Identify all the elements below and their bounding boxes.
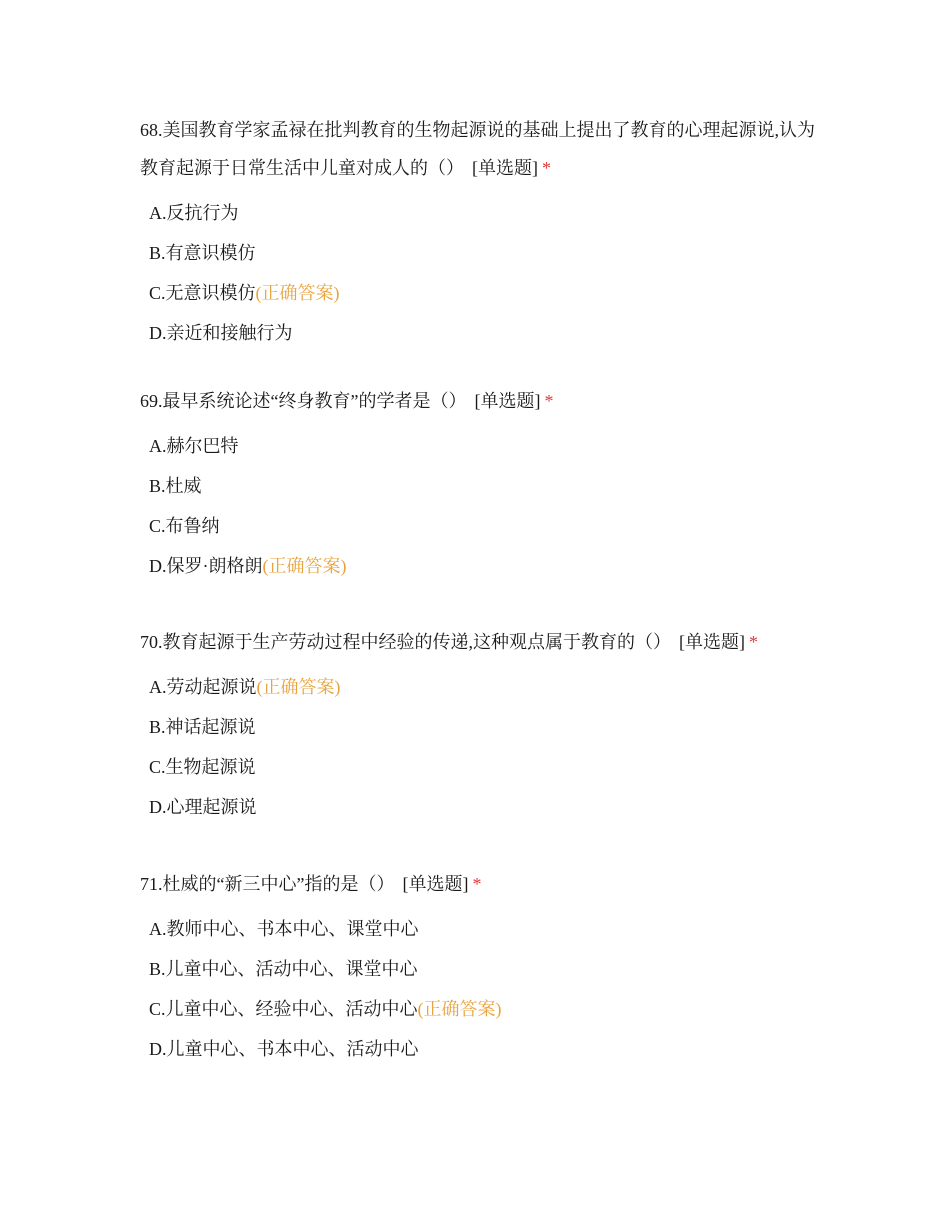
option-text: B.儿童中心、活动中心、课堂中心 bbox=[149, 959, 418, 979]
option-c bbox=[140, 273, 820, 313]
required-marker: * bbox=[542, 158, 551, 178]
option-text: C.儿童中心、经验中心、活动中心 bbox=[149, 999, 418, 1019]
option-d bbox=[140, 1029, 820, 1069]
option-b bbox=[140, 949, 820, 989]
correct-answer-mark: (正确答案) bbox=[256, 677, 341, 697]
question-71 bbox=[140, 865, 820, 1069]
option-b bbox=[140, 233, 820, 273]
option-c bbox=[140, 747, 820, 787]
option-text: D.亲近和接触行为 bbox=[149, 323, 293, 343]
question-type-label: [单选题] bbox=[402, 874, 469, 894]
option-a bbox=[140, 909, 820, 949]
option-text: C.无意识模仿 bbox=[149, 283, 256, 303]
option-c bbox=[140, 989, 820, 1029]
option-d bbox=[140, 787, 820, 827]
correct-answer-mark: (正确答案) bbox=[262, 556, 347, 576]
question-stem bbox=[140, 382, 820, 420]
option-b bbox=[140, 707, 820, 747]
option-text: C.生物起源说 bbox=[149, 757, 256, 777]
option-a bbox=[140, 193, 820, 233]
required-marker: * bbox=[472, 874, 482, 894]
question-type-label: [单选题] bbox=[474, 391, 541, 411]
option-text: D.保罗·朗格朗 bbox=[149, 556, 263, 576]
option-list bbox=[140, 909, 820, 1069]
option-c bbox=[140, 506, 820, 546]
correct-answer-mark: (正确答案) bbox=[417, 999, 502, 1019]
question-type-label: [单选题] bbox=[472, 158, 538, 178]
question-68 bbox=[140, 111, 820, 382]
required-marker: * bbox=[749, 632, 758, 652]
question-type-label: [单选题] bbox=[679, 632, 745, 652]
option-text: B.有意识模仿 bbox=[149, 243, 256, 263]
option-text: A.教师中心、书本中心、课堂中心 bbox=[149, 919, 419, 939]
option-text: D.儿童中心、书本中心、活动中心 bbox=[149, 1039, 419, 1059]
option-d bbox=[140, 313, 820, 353]
option-a bbox=[140, 426, 820, 466]
option-a bbox=[140, 667, 820, 707]
option-text: A.劳动起源说 bbox=[149, 677, 257, 697]
option-list bbox=[140, 193, 820, 353]
question-text: 68.美国教育学家孟禄在批判教育的生物起源说的基础上提出了教育的心理起源说,认为教育起源于日常生活中儿童对成人的（） bbox=[140, 120, 815, 178]
question-69 bbox=[140, 382, 820, 623]
option-d bbox=[140, 546, 820, 586]
option-text: B.杜威 bbox=[149, 476, 202, 496]
question-stem bbox=[140, 111, 820, 187]
option-b bbox=[140, 466, 820, 506]
option-text: C.布鲁纳 bbox=[149, 516, 220, 536]
question-text: 70.教育起源于生产劳动过程中经验的传递,这种观点属于教育的（） bbox=[140, 632, 671, 652]
option-text: A.赫尔巴特 bbox=[149, 436, 239, 456]
question-stem bbox=[140, 623, 820, 661]
option-text: D.心理起源说 bbox=[149, 797, 257, 817]
question-70 bbox=[140, 623, 820, 865]
question-text: 71.杜威的“新三中心”指的是（） bbox=[140, 874, 395, 894]
option-text: A.反抗行为 bbox=[149, 203, 239, 223]
correct-answer-mark: (正确答案) bbox=[255, 283, 340, 303]
option-list bbox=[140, 667, 820, 827]
option-list bbox=[140, 426, 820, 586]
option-text: B.神话起源说 bbox=[149, 717, 256, 737]
question-list bbox=[140, 111, 820, 1069]
question-stem bbox=[140, 865, 820, 903]
question-text: 69.最早系统论述“终身教育”的学者是（） bbox=[140, 391, 467, 411]
required-marker: * bbox=[544, 391, 554, 411]
